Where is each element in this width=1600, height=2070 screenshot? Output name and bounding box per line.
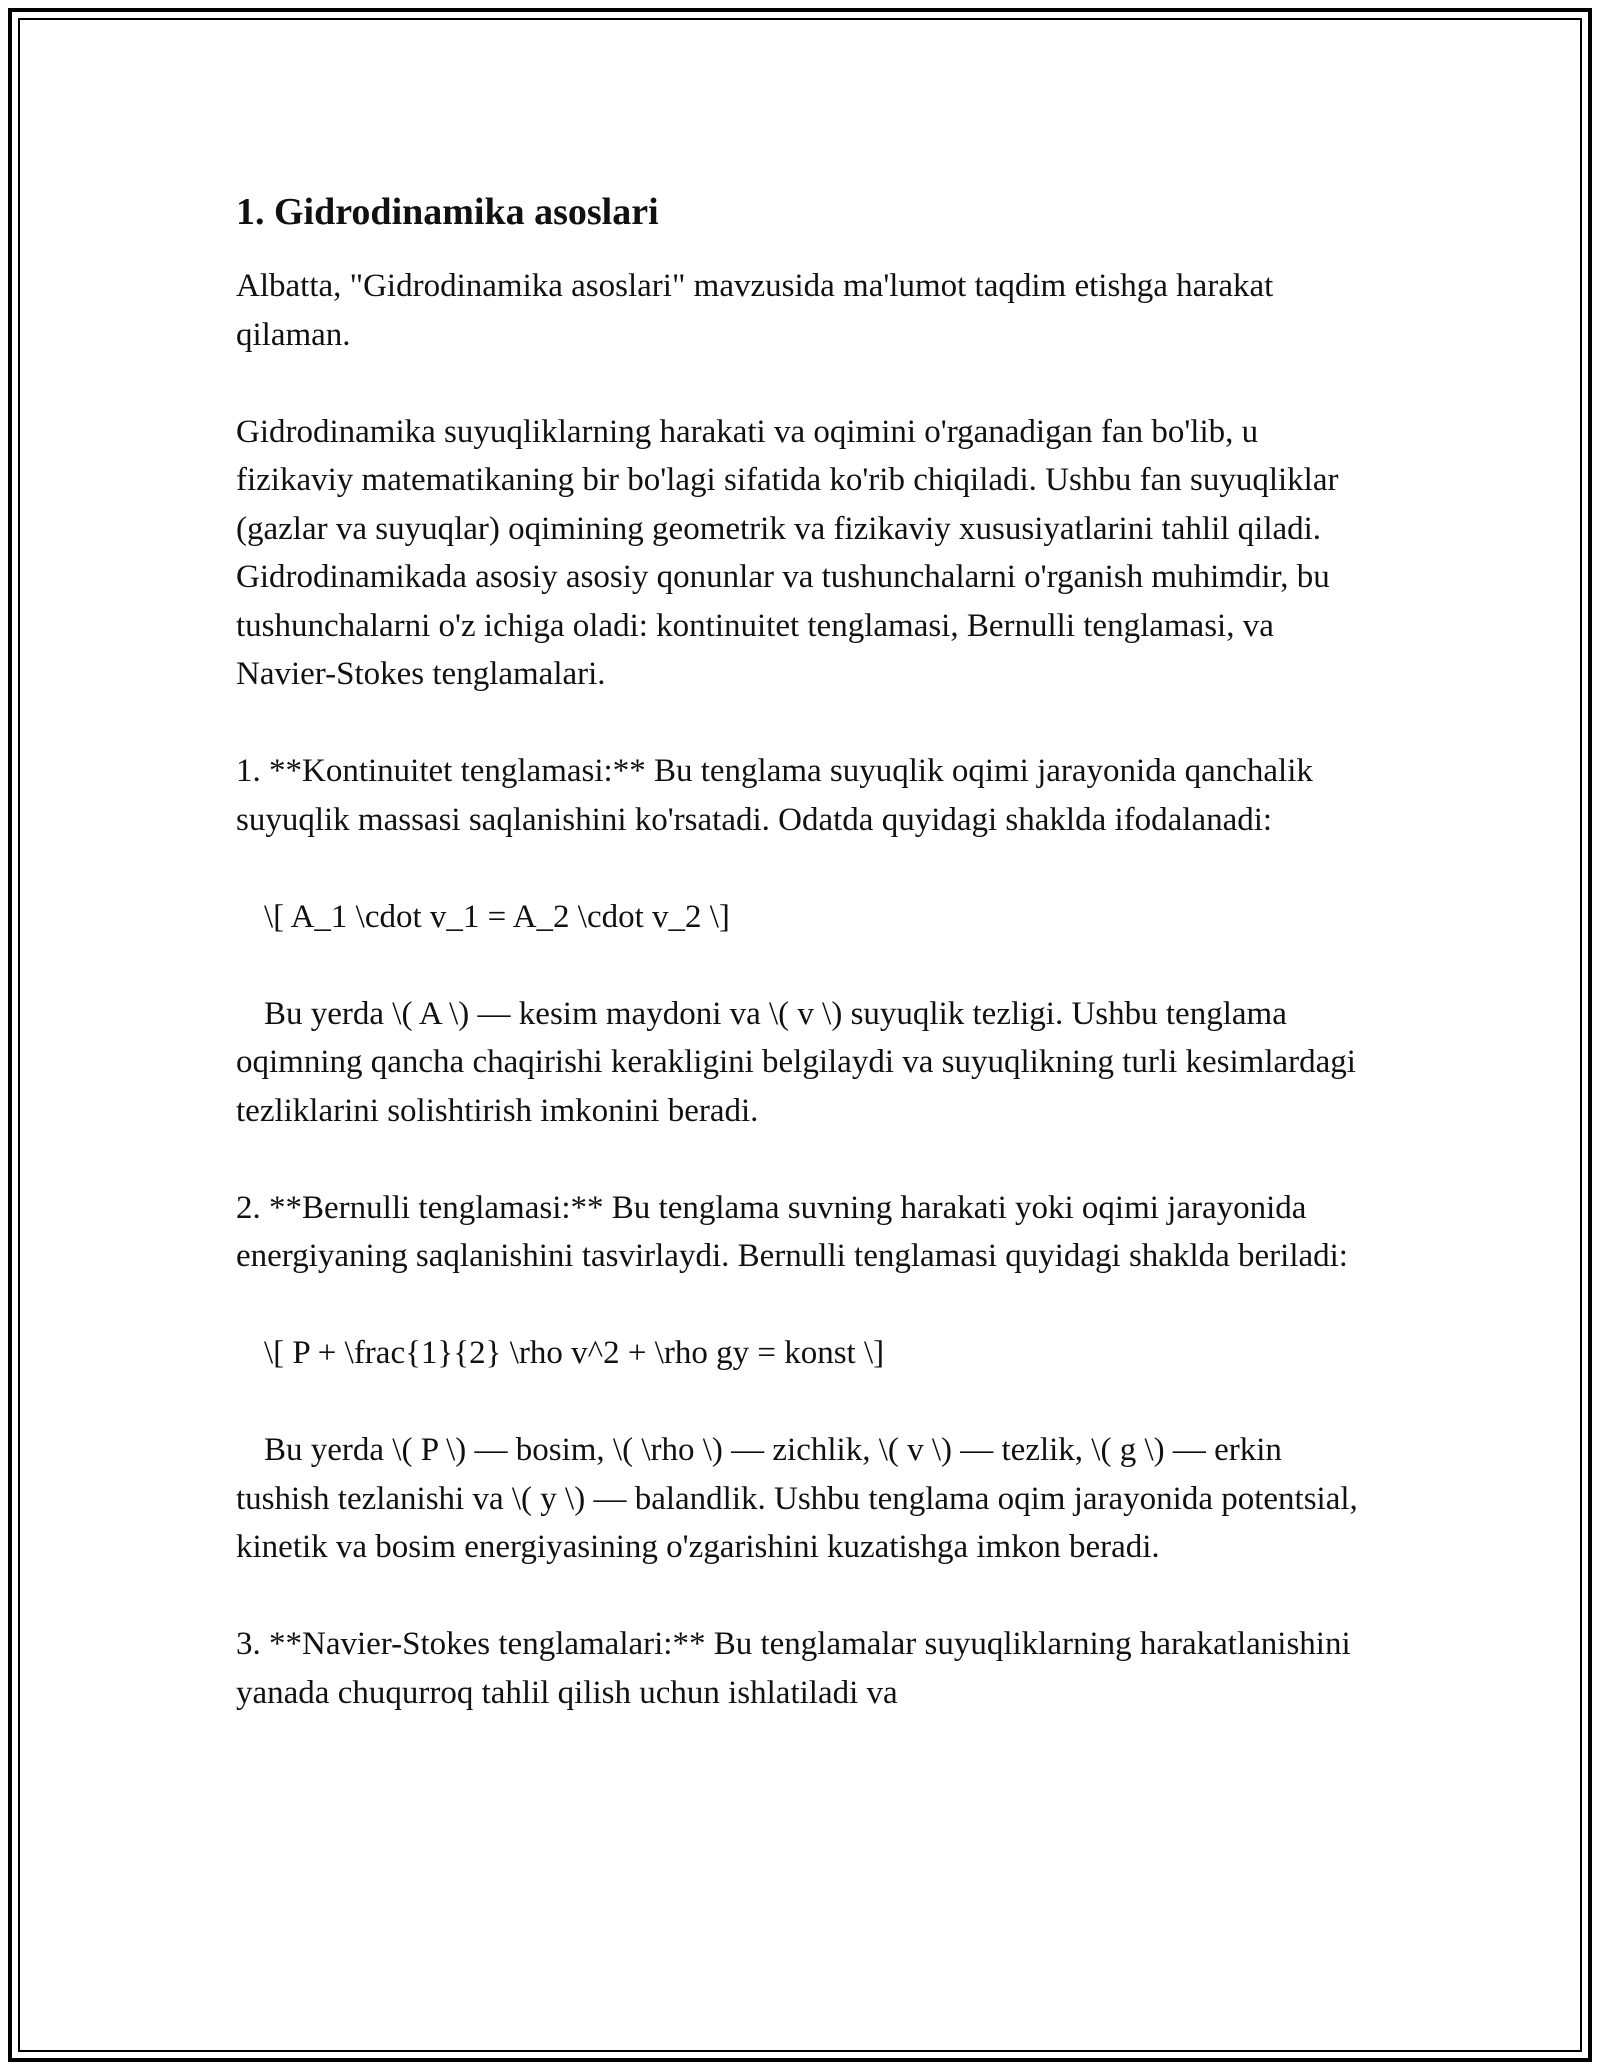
navier-stokes-item: 3. **Navier-Stokes tenglamalari:** Bu tenglamalar suyuqliklarning harakatlanishini yanada chuqurroq tahlil qilish uchun ishlatiladi va [236, 1626, 1351, 1711]
section-heading: 1. Gidrodinamika asoslari [236, 191, 659, 233]
document-body [236, 186, 1368, 1717]
intro-paragraph: Albatta, "Gidrodinamika asoslari" mavzusida ma'lumot taqdim etishga harakat qilaman. [236, 268, 1274, 353]
continuity-item: 1. **Kontinuitet tenglamasi:** Bu tenglama suyuqlik oqimi jarayonida qanchalik suyuqlik massasi saqlanishini ko'rsatadi. Odatda quyidagi shaklda ifodalanadi: [236, 753, 1313, 838]
bernoulli-item: 2. **Bernulli tenglamasi:** Bu tenglama suvning harakati yoki oqimi jarayonida energiyaning saqlanishini tasvirlaydi. Bernulli tenglamasi quyidagi shaklda beriladi: [236, 1189, 1348, 1274]
continuity-formula: \[ A_1 \cdot v_1 = A_2 \cdot v_2 \] [264, 898, 730, 935]
continuity-explanation: Bu yerda \( A \) — kesim maydoni va \( v \) suyuqlik tezligi. Ushbu tenglama oqimning qancha chaqirishi kerakligini belgilaydi va suyuqlikning turli kesimlardagi tezliklarini solishtirish imkonini beradi. [236, 995, 1356, 1129]
overview-paragraph: Gidrodinamika suyuqliklarning harakati va oqimini o'rganadigan fan bo'lib, u fizikaviy matematikaning bir bo'lagi sifatida ko'rib chiqiladi. Ushbu fan suyuqliklar (gazlar va suyuqlar) oqimining geometrik va fizikaviy xususiyatlarini tahlil qiladi. Gidrodinamikada asosiy asosiy qonunlar va tushunchalarni o'rganish muhimdir, bu tushunchalarni o'z ichiga oladi: kontinuitet tenglamasi, Bernulli tenglamasi, va Navier-Stokes tenglamalari. [236, 413, 1339, 692]
bernoulli-formula: \[ P + \frac{1}{2} \rho v^2 + \rho gy = konst \] [264, 1335, 885, 1371]
bernoulli-explanation: Bu yerda \( P \) — bosim, \( \rho \) — zichlik, \( v \) — tezlik, \( g \) — erkin tushish tezlanishi va \( y \) — balandlik. Ushbu tenglama oqim jarayonida potentsial, kinetik va bosim energiyasining o'zgarishini kuzatishga imkon beradi. [236, 1432, 1358, 1565]
